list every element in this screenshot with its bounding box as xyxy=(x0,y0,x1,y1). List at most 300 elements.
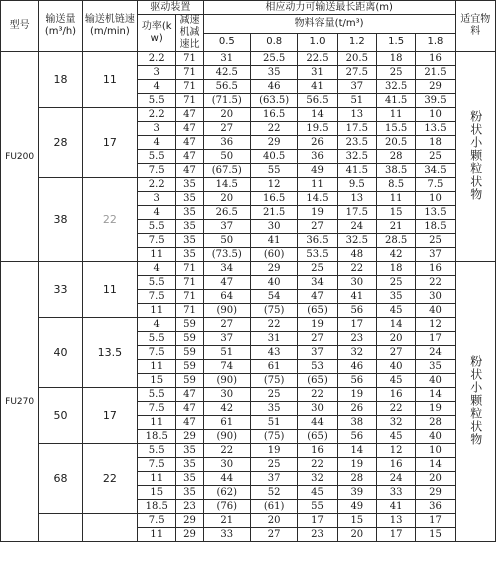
distance-cell: 13 xyxy=(337,108,376,122)
distance-cell: 22 xyxy=(298,458,337,472)
distance-cell: 33 xyxy=(203,528,250,542)
distance-cell: 25 xyxy=(376,66,415,80)
table-row xyxy=(1,444,496,458)
distance-cell: 16.5 xyxy=(250,192,297,206)
conveying-volume-cell xyxy=(39,514,82,542)
conveying-volume-cell: 18 xyxy=(39,52,82,108)
power-cell: 15 xyxy=(138,486,176,500)
distance-cell: 34.5 xyxy=(416,164,455,178)
chain-speed-cell: 11 xyxy=(82,52,137,108)
ratio-cell: 47 xyxy=(176,164,203,178)
distance-cell: 18 xyxy=(416,136,455,150)
distance-cell: 22 xyxy=(250,318,297,332)
header-capacity: 1.8 xyxy=(416,33,455,52)
distance-cell: (76) xyxy=(203,500,250,514)
distance-cell: 25 xyxy=(250,458,297,472)
distance-cell: 15.5 xyxy=(376,122,415,136)
distance-cell: 31 xyxy=(250,332,297,346)
header-capacity: 1.5 xyxy=(376,33,415,52)
distance-cell: 14 xyxy=(376,318,415,332)
distance-cell: 32 xyxy=(298,472,337,486)
distance-cell: 46 xyxy=(250,80,297,94)
power-cell: 5.5 xyxy=(138,332,176,346)
distance-cell: 56 xyxy=(337,304,376,318)
suitable-material-cell xyxy=(455,262,495,542)
distance-cell: 40 xyxy=(416,374,455,388)
header-max-distance: 相应动力可输送最长距离(m) xyxy=(203,1,455,15)
distance-cell: 22.5 xyxy=(298,52,337,66)
distance-cell: (75) xyxy=(250,304,297,318)
distance-cell: 19 xyxy=(337,458,376,472)
distance-cell: 20 xyxy=(337,528,376,542)
conveying-volume-cell: 33 xyxy=(39,262,82,318)
distance-cell: 16 xyxy=(376,388,415,402)
distance-cell: 11 xyxy=(298,178,337,192)
ratio-cell: 71 xyxy=(176,290,203,304)
conveying-volume-cell: 40 xyxy=(39,318,82,388)
distance-cell: 25 xyxy=(298,262,337,276)
distance-cell: 22 xyxy=(298,388,337,402)
distance-cell: 21 xyxy=(376,220,415,234)
ratio-cell: 35 xyxy=(176,234,203,248)
distance-cell: 40 xyxy=(416,430,455,444)
distance-cell: 18 xyxy=(376,52,415,66)
distance-cell: (75) xyxy=(250,374,297,388)
distance-cell: 33 xyxy=(376,486,415,500)
distance-cell: 31 xyxy=(298,66,337,80)
ratio-cell: 71 xyxy=(176,80,203,94)
distance-cell: 22 xyxy=(416,276,455,290)
distance-cell: 20.5 xyxy=(376,136,415,150)
distance-cell: 7.5 xyxy=(416,178,455,192)
table-row xyxy=(1,388,496,402)
distance-cell: 10 xyxy=(416,108,455,122)
distance-cell: 45 xyxy=(376,374,415,388)
distance-cell: 44 xyxy=(298,416,337,430)
distance-cell: 23.5 xyxy=(337,136,376,150)
ratio-cell: 71 xyxy=(176,276,203,290)
distance-cell: 17 xyxy=(376,528,415,542)
distance-cell: 56.5 xyxy=(203,80,250,94)
chain-speed-cell: 13.5 xyxy=(82,318,137,388)
distance-cell: 13.5 xyxy=(416,206,455,220)
distance-cell: 17.5 xyxy=(337,122,376,136)
distance-cell: (60) xyxy=(250,248,297,262)
header-drive-device: 驱动装置 xyxy=(138,1,204,15)
power-cell: 15 xyxy=(138,374,176,388)
header-capacity: 1.2 xyxy=(337,33,376,52)
distance-cell: 40 xyxy=(416,304,455,318)
distance-cell: 51 xyxy=(203,346,250,360)
conveying-volume-cell: 68 xyxy=(39,444,82,514)
ratio-cell: 71 xyxy=(176,262,203,276)
distance-cell: 20 xyxy=(203,108,250,122)
distance-cell: 34 xyxy=(298,276,337,290)
suitable-material-cell xyxy=(455,52,495,262)
power-cell: 3 xyxy=(138,122,176,136)
distance-cell: 29 xyxy=(250,136,297,150)
power-cell: 7.5 xyxy=(138,514,176,528)
distance-cell: 55 xyxy=(250,164,297,178)
distance-cell: 23 xyxy=(298,528,337,542)
distance-cell: 38 xyxy=(337,416,376,430)
distance-cell: 17 xyxy=(416,514,455,528)
distance-cell: 41.5 xyxy=(376,94,415,108)
power-cell: 3 xyxy=(138,192,176,206)
distance-cell: 30 xyxy=(298,402,337,416)
distance-cell: 61 xyxy=(250,360,297,374)
distance-cell: 15 xyxy=(337,514,376,528)
distance-cell: 30 xyxy=(203,388,250,402)
distance-cell: 28.5 xyxy=(376,234,415,248)
distance-cell: 41 xyxy=(250,234,297,248)
ratio-cell: 35 xyxy=(176,192,203,206)
distance-cell: 56 xyxy=(337,374,376,388)
ratio-cell: 71 xyxy=(176,94,203,108)
distance-cell: 14 xyxy=(416,458,455,472)
distance-cell: 53.5 xyxy=(298,248,337,262)
distance-cell: 40 xyxy=(250,276,297,290)
distance-cell: 45 xyxy=(376,304,415,318)
power-cell: 7.5 xyxy=(138,164,176,178)
distance-cell: 52 xyxy=(250,486,297,500)
distance-cell: 14.5 xyxy=(298,192,337,206)
table-row xyxy=(1,52,496,66)
distance-cell: 12 xyxy=(250,178,297,192)
distance-cell: 56.5 xyxy=(298,94,337,108)
ratio-cell: 35 xyxy=(176,458,203,472)
distance-cell: 55 xyxy=(298,500,337,514)
distance-cell: 23 xyxy=(337,332,376,346)
distance-cell: 44 xyxy=(203,472,250,486)
header-model: 型号 xyxy=(1,1,39,52)
ratio-cell: 47 xyxy=(176,388,203,402)
table-row xyxy=(1,318,496,332)
distance-cell: 25 xyxy=(376,276,415,290)
distance-cell: 27 xyxy=(203,122,250,136)
distance-cell: (65) xyxy=(298,304,337,318)
distance-cell: 24 xyxy=(337,220,376,234)
distance-cell: 29 xyxy=(250,262,297,276)
distance-cell: 27 xyxy=(298,220,337,234)
distance-cell: 37 xyxy=(250,472,297,486)
table-body xyxy=(1,52,496,542)
distance-cell: (67.5) xyxy=(203,164,250,178)
distance-cell: 30 xyxy=(203,458,250,472)
header-conveying-volume: 输送量(m³/h) xyxy=(39,1,82,52)
chain-speed-cell xyxy=(82,514,137,542)
distance-cell: 8.5 xyxy=(376,178,415,192)
ratio-cell: 59 xyxy=(176,346,203,360)
distance-cell: 27 xyxy=(298,332,337,346)
distance-cell: 15 xyxy=(416,528,455,542)
distance-cell: 30 xyxy=(250,220,297,234)
distance-cell: 41.5 xyxy=(337,164,376,178)
power-cell: 7.5 xyxy=(138,458,176,472)
distance-cell: 64 xyxy=(203,290,250,304)
distance-cell: (71.5) xyxy=(203,94,250,108)
distance-cell: 18 xyxy=(376,262,415,276)
power-cell: 2.2 xyxy=(138,178,176,192)
distance-cell: 42 xyxy=(376,248,415,262)
distance-cell: 49 xyxy=(337,500,376,514)
distance-cell: 45 xyxy=(298,486,337,500)
power-cell: 5.5 xyxy=(138,94,176,108)
ratio-cell: 35 xyxy=(176,444,203,458)
ratio-cell: 35 xyxy=(176,486,203,500)
distance-cell: 41 xyxy=(337,290,376,304)
header-chain-speed: 输送机链速(m/min) xyxy=(82,1,137,52)
power-cell: 5.5 xyxy=(138,150,176,164)
power-cell: 5.5 xyxy=(138,388,176,402)
distance-cell: 43 xyxy=(250,346,297,360)
power-cell: 7.5 xyxy=(138,234,176,248)
table-row xyxy=(1,514,496,528)
ratio-cell: 59 xyxy=(176,318,203,332)
power-cell: 4 xyxy=(138,80,176,94)
distance-cell: 40 xyxy=(376,360,415,374)
distance-cell: (90) xyxy=(203,374,250,388)
distance-cell: 21 xyxy=(203,514,250,528)
distance-cell: 20 xyxy=(376,332,415,346)
conveying-volume-cell: 28 xyxy=(39,108,82,178)
ratio-cell: 47 xyxy=(176,122,203,136)
distance-cell: 48 xyxy=(337,248,376,262)
distance-cell: (65) xyxy=(298,430,337,444)
distance-cell: 26 xyxy=(298,136,337,150)
chain-speed-cell: 17 xyxy=(82,108,137,178)
distance-cell: (75) xyxy=(250,430,297,444)
distance-cell: 35 xyxy=(250,402,297,416)
distance-cell: 13.5 xyxy=(416,122,455,136)
ratio-cell: 47 xyxy=(176,402,203,416)
distance-cell: 16 xyxy=(416,262,455,276)
ratio-cell: 59 xyxy=(176,374,203,388)
distance-cell: 24 xyxy=(416,346,455,360)
distance-cell: 12 xyxy=(376,444,415,458)
distance-cell: 74 xyxy=(203,360,250,374)
distance-cell: 42 xyxy=(203,402,250,416)
distance-cell: 14.5 xyxy=(203,178,250,192)
distance-cell: (65) xyxy=(298,374,337,388)
distance-cell: 17 xyxy=(416,332,455,346)
distance-cell: 19.5 xyxy=(298,122,337,136)
distance-cell: 30 xyxy=(337,276,376,290)
power-cell: 2.2 xyxy=(138,52,176,66)
distance-cell: (62) xyxy=(203,486,250,500)
header-capacity: 0.5 xyxy=(203,33,250,52)
distance-cell: 40.5 xyxy=(250,150,297,164)
power-cell: 11 xyxy=(138,248,176,262)
header-reduction-ratio: 减速机减速比 xyxy=(176,15,203,52)
table-row xyxy=(1,108,496,122)
distance-cell: 20.5 xyxy=(337,52,376,66)
distance-cell: (90) xyxy=(203,430,250,444)
power-cell: 18.5 xyxy=(138,500,176,514)
distance-cell: 41 xyxy=(298,80,337,94)
distance-cell: 37 xyxy=(203,332,250,346)
distance-cell: 20 xyxy=(250,514,297,528)
distance-cell: 41 xyxy=(376,500,415,514)
distance-cell: 37 xyxy=(337,80,376,94)
ratio-cell: 29 xyxy=(176,528,203,542)
distance-cell: 49 xyxy=(298,164,337,178)
distance-cell: 18.5 xyxy=(416,220,455,234)
distance-cell: 50 xyxy=(203,234,250,248)
distance-cell: (61) xyxy=(250,500,297,514)
model-name-cell: FU270 xyxy=(1,262,39,542)
ratio-cell: 47 xyxy=(176,136,203,150)
ratio-cell: 71 xyxy=(176,304,203,318)
header-capacity: 0.8 xyxy=(250,33,297,52)
distance-cell: 10 xyxy=(416,192,455,206)
distance-cell: 13 xyxy=(337,192,376,206)
distance-cell: 16.5 xyxy=(250,108,297,122)
distance-cell: 25 xyxy=(416,234,455,248)
suitable-material-label: 粉状小颗粒状物 xyxy=(468,110,483,201)
distance-cell: 32 xyxy=(376,416,415,430)
distance-cell: 39.5 xyxy=(416,94,455,108)
distance-cell: 37 xyxy=(416,248,455,262)
distance-cell: 25 xyxy=(416,150,455,164)
distance-cell: 27 xyxy=(250,528,297,542)
distance-cell: 32.5 xyxy=(376,80,415,94)
distance-cell: 26.5 xyxy=(203,206,250,220)
distance-cell: 34 xyxy=(203,262,250,276)
power-cell: 2.2 xyxy=(138,108,176,122)
conveying-volume-cell: 38 xyxy=(39,178,82,262)
distance-cell: 27 xyxy=(203,318,250,332)
distance-cell: 24 xyxy=(376,472,415,486)
ratio-cell: 35 xyxy=(176,472,203,486)
distance-cell: 21.5 xyxy=(250,206,297,220)
ratio-cell: 35 xyxy=(176,206,203,220)
distance-cell: 35 xyxy=(250,66,297,80)
distance-cell: 25 xyxy=(250,388,297,402)
distance-cell: 36 xyxy=(203,136,250,150)
distance-cell: 22 xyxy=(250,122,297,136)
chain-speed-cell: 22 xyxy=(82,178,137,262)
distance-cell: 19 xyxy=(250,444,297,458)
ratio-cell: 47 xyxy=(176,150,203,164)
power-cell: 5.5 xyxy=(138,220,176,234)
distance-cell: 38.5 xyxy=(376,164,415,178)
power-cell: 7.5 xyxy=(138,402,176,416)
distance-cell: 29 xyxy=(416,80,455,94)
ratio-cell: 71 xyxy=(176,66,203,80)
distance-cell: 20 xyxy=(416,472,455,486)
distance-cell: (73.5) xyxy=(203,248,250,262)
distance-cell: 16 xyxy=(298,444,337,458)
conveying-volume-cell: 50 xyxy=(39,388,82,444)
distance-cell: 19 xyxy=(337,388,376,402)
distance-cell: 26 xyxy=(337,402,376,416)
ratio-cell: 59 xyxy=(176,360,203,374)
distance-cell: 37 xyxy=(203,220,250,234)
distance-cell: 28 xyxy=(337,472,376,486)
chain-speed-cell: 22 xyxy=(82,444,137,514)
power-cell: 7.5 xyxy=(138,346,176,360)
distance-cell: 42.5 xyxy=(203,66,250,80)
distance-cell: 20 xyxy=(203,192,250,206)
power-cell: 7.5 xyxy=(138,290,176,304)
distance-cell: 30 xyxy=(416,290,455,304)
distance-cell: 50 xyxy=(203,150,250,164)
table-row xyxy=(1,262,496,276)
distance-cell: 10 xyxy=(416,444,455,458)
distance-cell: 19 xyxy=(298,206,337,220)
distance-cell: 47 xyxy=(298,290,337,304)
distance-cell: 27.5 xyxy=(337,66,376,80)
distance-cell: 11 xyxy=(376,192,415,206)
distance-cell: 32.5 xyxy=(337,234,376,248)
distance-cell: 27 xyxy=(376,346,415,360)
distance-cell: 47 xyxy=(203,276,250,290)
distance-cell: 51 xyxy=(250,416,297,430)
distance-cell: 61 xyxy=(203,416,250,430)
ratio-cell: 71 xyxy=(176,52,203,66)
distance-cell: (63.5) xyxy=(250,94,297,108)
distance-cell: 39 xyxy=(337,486,376,500)
power-cell: 11 xyxy=(138,304,176,318)
distance-cell: 17.5 xyxy=(337,206,376,220)
suitable-material-label: 粉状小颗粒状物 xyxy=(468,355,483,446)
distance-cell: 14 xyxy=(416,388,455,402)
distance-cell: 35 xyxy=(376,290,415,304)
distance-cell: 15 xyxy=(376,206,415,220)
power-cell: 11 xyxy=(138,416,176,430)
header-capacity: 1.0 xyxy=(298,33,337,52)
distance-cell: 19 xyxy=(416,402,455,416)
header-suitable-materials: 适宜物料 xyxy=(455,1,495,52)
distance-cell: 13 xyxy=(376,514,415,528)
power-cell: 5.5 xyxy=(138,276,176,290)
distance-cell: 32 xyxy=(337,346,376,360)
power-cell: 11 xyxy=(138,528,176,542)
distance-cell: 17 xyxy=(298,514,337,528)
ratio-cell: 23 xyxy=(176,500,203,514)
ratio-cell: 35 xyxy=(176,220,203,234)
distance-cell: 22 xyxy=(376,402,415,416)
distance-cell: 54 xyxy=(250,290,297,304)
power-cell: 3 xyxy=(138,66,176,80)
ratio-cell: 29 xyxy=(176,430,203,444)
header-material-capacity: 物料容量(t/m³) xyxy=(203,15,455,34)
distance-cell: 36 xyxy=(298,150,337,164)
model-name-cell: FU200 xyxy=(1,52,39,262)
distance-cell: 56 xyxy=(337,430,376,444)
distance-cell: 29 xyxy=(416,486,455,500)
ratio-cell: 47 xyxy=(176,416,203,430)
ratio-cell: 35 xyxy=(176,178,203,192)
distance-cell: 35 xyxy=(416,360,455,374)
distance-cell: 53 xyxy=(298,360,337,374)
ratio-cell: 29 xyxy=(176,514,203,528)
distance-cell: 9.5 xyxy=(337,178,376,192)
power-cell: 11 xyxy=(138,472,176,486)
power-cell: 18.5 xyxy=(138,430,176,444)
distance-cell: 22 xyxy=(337,262,376,276)
distance-cell: 37 xyxy=(298,346,337,360)
distance-cell: (90) xyxy=(203,304,250,318)
distance-cell: 12 xyxy=(416,318,455,332)
distance-cell: 17 xyxy=(337,318,376,332)
ratio-cell: 47 xyxy=(176,108,203,122)
power-cell: 4 xyxy=(138,206,176,220)
distance-cell: 21.5 xyxy=(416,66,455,80)
distance-cell: 14 xyxy=(298,108,337,122)
ratio-cell: 59 xyxy=(176,332,203,346)
